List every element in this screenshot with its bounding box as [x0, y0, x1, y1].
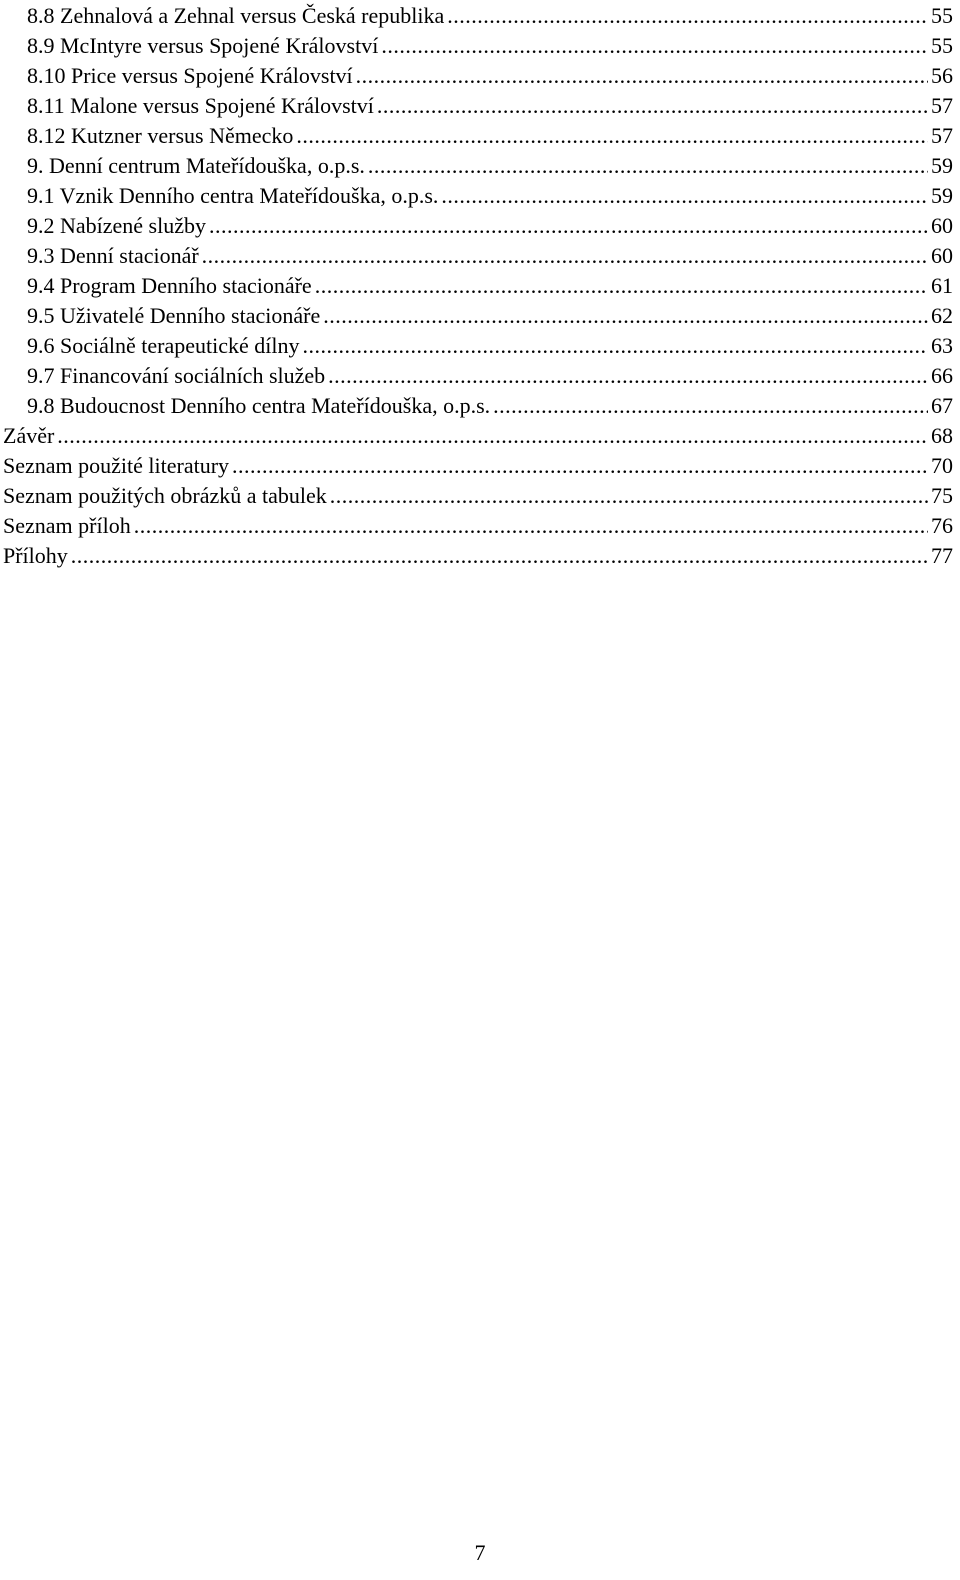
toc-entry-title: Přílohy	[3, 543, 68, 568]
toc-entry-page: 76	[931, 513, 953, 538]
toc-entry-title: 9.5 Uživatelé Denního stacionáře	[27, 303, 321, 328]
toc-entry[interactable]	[3, 541, 953, 571]
toc-entry-page: 60	[931, 243, 953, 268]
toc-entry[interactable]	[3, 451, 953, 481]
toc-entry-title: 8.11 Malone versus Spojené Království	[27, 93, 374, 118]
toc-entry[interactable]	[3, 421, 953, 451]
toc-entry[interactable]	[3, 271, 953, 301]
toc-entry-page: 66	[931, 363, 953, 388]
toc-entry[interactable]	[3, 121, 953, 151]
toc-entry[interactable]	[3, 511, 953, 541]
toc-entry-page: 67	[931, 393, 953, 418]
toc-entry[interactable]	[3, 391, 953, 421]
toc-entry-title: 8.12 Kutzner versus Německo	[27, 123, 294, 148]
toc-entry-title: 8.9 McIntyre versus Spojené Království	[27, 33, 379, 58]
toc-entry-page: 59	[931, 183, 953, 208]
toc-leader-dots	[323, 301, 928, 331]
toc-entry[interactable]	[3, 211, 953, 241]
toc-entry-title: 8.8 Zehnalová a Zehnal versus Česká republika	[27, 3, 445, 28]
toc-entry[interactable]	[3, 151, 953, 181]
toc-leader-dots	[57, 421, 928, 451]
toc-leader-dots	[493, 391, 928, 421]
toc-leader-dots	[302, 331, 928, 361]
toc-entry-title: 8.10 Price versus Spojené Království	[27, 63, 353, 88]
toc-leader-dots	[368, 151, 928, 181]
toc-entry[interactable]	[3, 361, 953, 391]
toc-entry-title: 9.6 Sociálně terapeutické dílny	[27, 333, 300, 358]
toc-entry-page: 55	[931, 3, 953, 28]
toc-entry-title: 9.4 Program Denního stacionáře	[27, 273, 312, 298]
toc-entry-title: Závěr	[3, 423, 55, 448]
toc-entry-title: Seznam příloh	[3, 513, 131, 538]
toc-entry[interactable]	[3, 331, 953, 361]
toc-entry-page: 68	[931, 423, 953, 448]
toc-entry-title: Seznam použitých obrázků a tabulek	[3, 483, 327, 508]
toc-leader-dots	[441, 181, 928, 211]
toc-entry-title: 9.8 Budoucnost Denního centra Mateřídouška, o.p.s.	[27, 393, 491, 418]
toc-entry[interactable]	[3, 1, 953, 31]
toc-leader-dots	[356, 61, 928, 91]
toc-entry[interactable]	[3, 481, 953, 511]
toc-entry-page: 57	[931, 93, 953, 118]
toc-entry-page: 63	[931, 333, 953, 358]
page-number: 7	[474, 1540, 486, 1565]
toc-entry[interactable]	[3, 91, 953, 121]
table-of-contents	[3, 1, 953, 571]
toc-leader-dots	[71, 541, 928, 571]
toc-entry-title: 9.1 Vznik Denního centra Mateřídouška, o.p.s.	[27, 183, 439, 208]
toc-leader-dots	[232, 451, 928, 481]
toc-leader-dots	[328, 361, 928, 391]
toc-entry-page: 59	[931, 153, 953, 178]
toc-leader-dots	[377, 91, 928, 121]
toc-leader-dots	[381, 31, 928, 61]
toc-entry-page: 77	[931, 543, 953, 568]
toc-leader-dots	[447, 1, 928, 31]
toc-leader-dots	[202, 241, 928, 271]
toc-entry-title: 9.7 Financování sociálních služeb	[27, 363, 326, 388]
toc-entry-title: 9. Denní centrum Mateřídouška, o.p.s.	[27, 153, 365, 178]
toc-entry-title: 9.2 Nabízené služby	[27, 213, 206, 238]
toc-entry[interactable]	[3, 31, 953, 61]
toc-leader-dots	[330, 481, 928, 511]
toc-entry[interactable]	[3, 181, 953, 211]
toc-entry-page: 60	[931, 213, 953, 238]
toc-entry-page: 61	[931, 273, 953, 298]
toc-leader-dots	[315, 271, 928, 301]
toc-leader-dots	[296, 121, 928, 151]
toc-entry-page: 70	[931, 453, 953, 478]
toc-leader-dots	[134, 511, 928, 541]
toc-entry-title: Seznam použité literatury	[3, 453, 230, 478]
toc-entry-page: 56	[931, 63, 953, 88]
toc-entry-page: 55	[931, 33, 953, 58]
toc-leader-dots	[209, 211, 928, 241]
toc-entry[interactable]	[3, 301, 953, 331]
toc-entry[interactable]	[3, 61, 953, 91]
toc-entry[interactable]	[3, 241, 953, 271]
toc-entry-page: 57	[931, 123, 953, 148]
toc-entry-page: 62	[931, 303, 953, 328]
toc-entry-page: 75	[931, 483, 953, 508]
toc-entry-title: 9.3 Denní stacionář	[27, 243, 199, 268]
